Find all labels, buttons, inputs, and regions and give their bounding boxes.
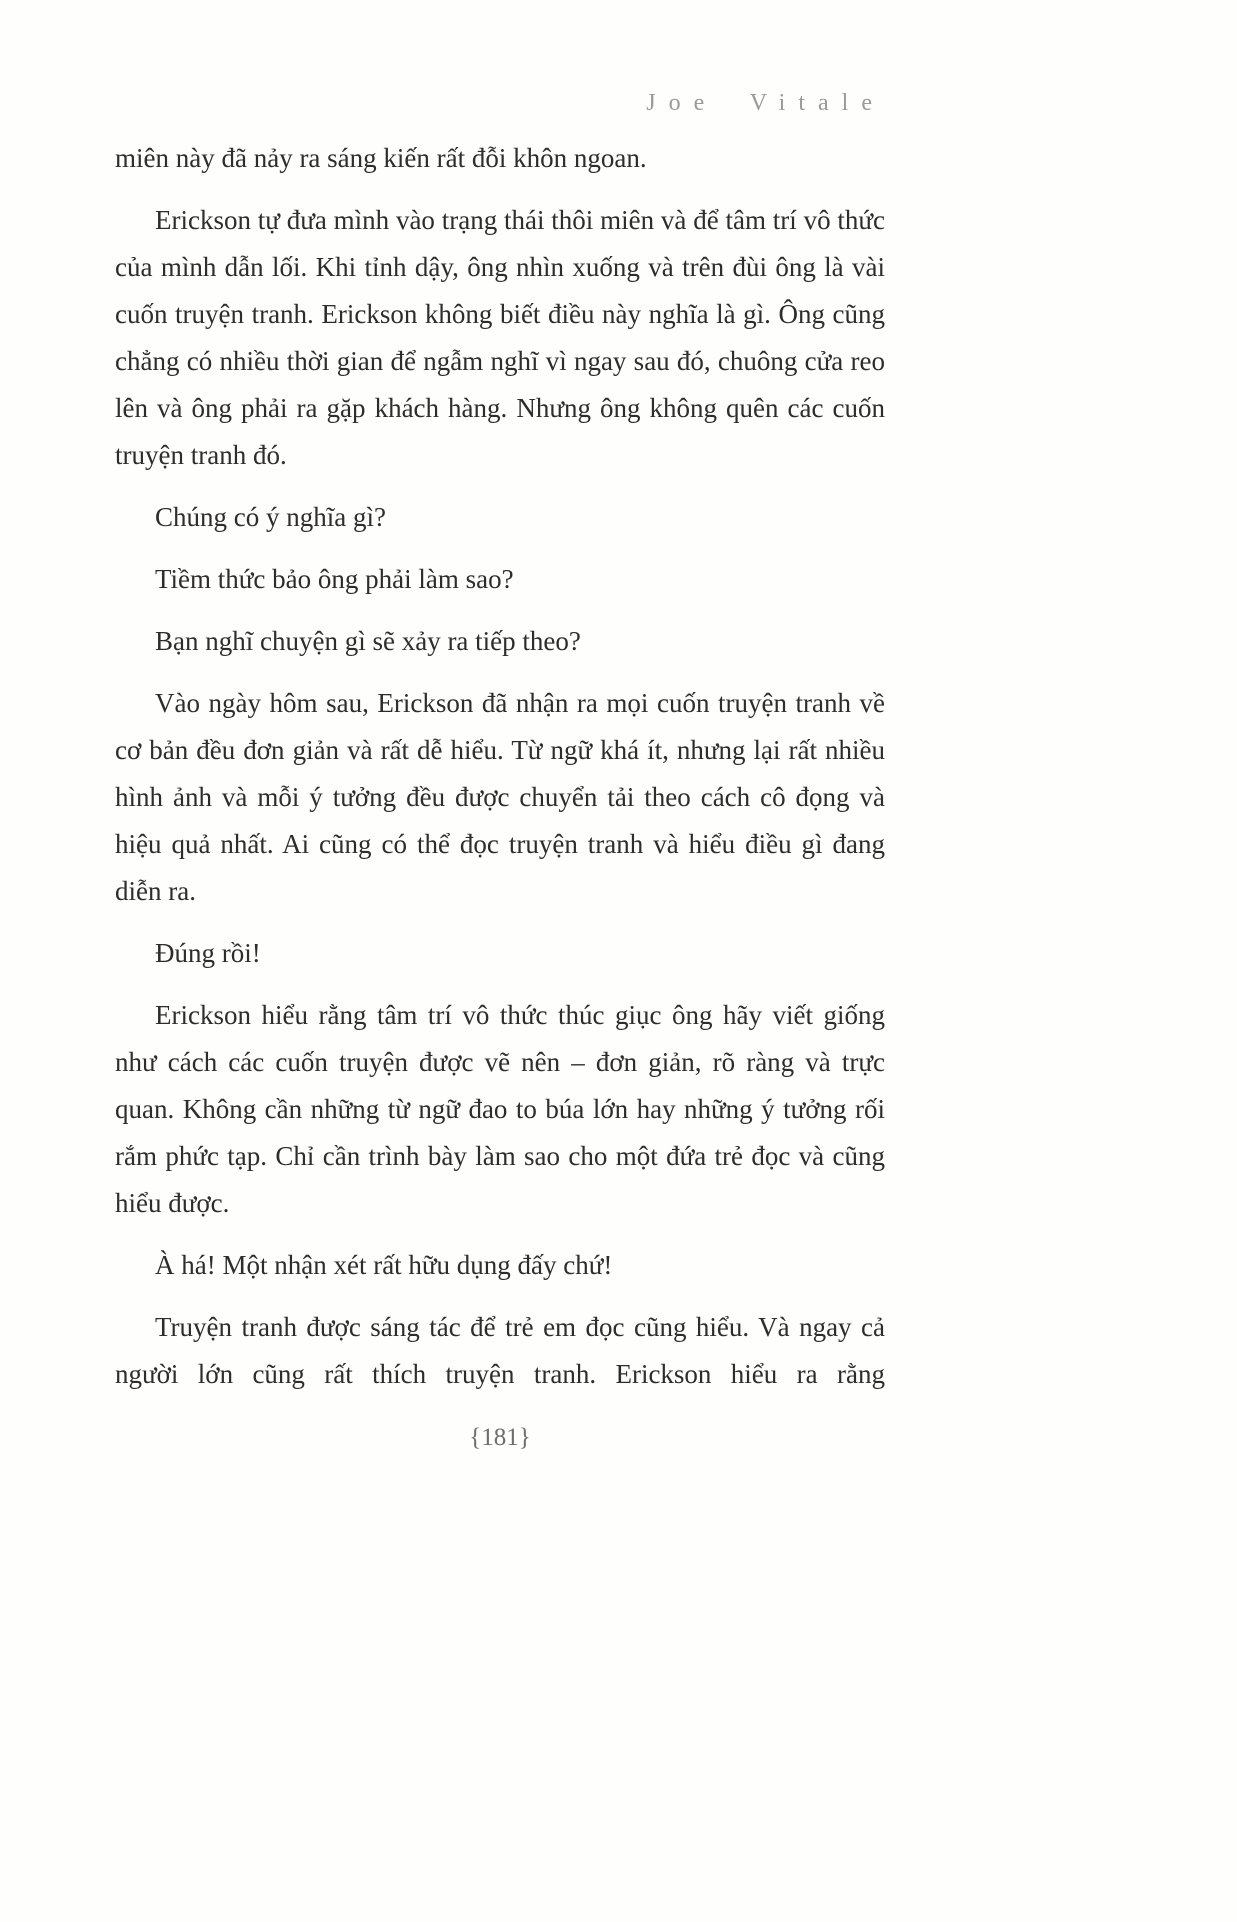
paragraph: Chúng có ý nghĩa gì? — [155, 502, 386, 532]
paragraph: Đúng rồi! — [155, 938, 261, 968]
paragraph: Vào ngày hôm sau, Erickson đã nhận ra mọi cuốn truyện tranh về cơ bản đều đơn giản và rất dễ hiểu. Từ ngữ khá ít, nhưng lại rất nhiều hình ảnh và mỗi ý tưởng đều được chuyển tải theo cách cô đọng và hiệu quả nhất. Ai cũng có thể đọc truyện tranh và hiểu điều gì đang diễn ra. — [115, 688, 885, 906]
page-number: {181} — [469, 1424, 531, 1451]
paragraph: À há! Một nhận xét rất hữu dụng đấy chứ! — [155, 1250, 613, 1280]
paragraph: Erickson hiểu rằng tâm trí vô thức thúc giục ông hãy viết giống như cách các cuốn truyện được vẽ nên – đơn giản, rõ ràng và trực quan. Không cần những từ ngữ đao to búa lớn hay những ý tưởng rối rắm phức tạp. Chỉ cần trình bày làm sao cho một đứa trẻ đọc và cũng hiểu được. — [115, 1000, 885, 1218]
page-body — [115, 135, 885, 1413]
running-header: Joe Vitale — [646, 90, 885, 116]
paragraph: Bạn nghĩ chuyện gì sẽ xảy ra tiếp theo? — [155, 626, 581, 656]
paragraph: Erickson tự đưa mình vào trạng thái thôi miên và để tâm trí vô thức của mình dẫn lối. Khi tỉnh dậy, ông nhìn xuống và trên đùi ông là vài cuốn truyện tranh. Erickson không biết điều này nghĩa là gì. Ông cũng chẳng có nhiều thời gian để ngẫm nghĩ vì ngay sau đó, chuông cửa reo lên và ông phải ra gặp khách hàng. Nhưng ông không quên các cuốn truyện tranh đó. — [115, 205, 885, 470]
paragraph: Truyện tranh được sáng tác để trẻ em đọc cũng hiểu. Và ngay cả người lớn cũng rất thích truyện tranh. Erickson hiểu ra rằng — [115, 1312, 885, 1389]
paragraph: miên này đã nảy ra sáng kiến rất đỗi khôn ngoan. — [115, 143, 647, 173]
paragraph: Tiềm thức bảo ông phải làm sao? — [155, 564, 514, 594]
